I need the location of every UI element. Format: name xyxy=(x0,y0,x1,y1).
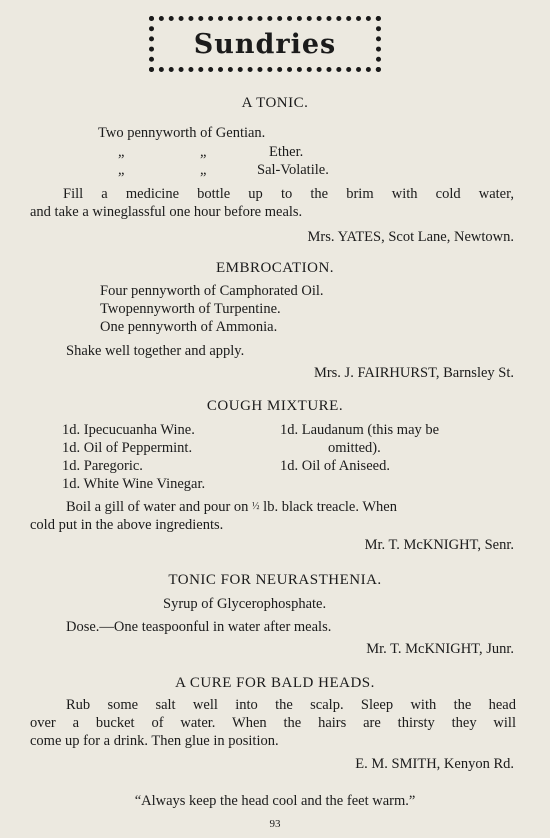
cough-mixture-heading: COUGH MIXTURE. xyxy=(206,398,344,414)
closing-motto: “Always keep the head cool and the feet warm.” xyxy=(134,793,416,809)
fraction-half: ½ xyxy=(252,501,260,512)
tonic-ingredient-ether: Ether. xyxy=(269,144,304,160)
neurasthenia-credit: Mr. T. McKNIGHT, Junr. xyxy=(366,641,514,657)
tonic-credit: Mrs. YATES, Scot Lane, Newtown. xyxy=(307,229,514,245)
section-title: Sundries xyxy=(193,28,337,60)
embrocation-credit: Mrs. J. FAIRHURST, Barnsley St. xyxy=(313,365,514,381)
ditto-mark: „ xyxy=(118,144,125,160)
ditto-mark: „ xyxy=(200,162,207,178)
section-banner xyxy=(149,16,381,72)
tonic-ingredient-sal-volatile: Sal-Volatile. xyxy=(257,162,329,178)
cough-instructions-line: cold put in the above ingredients. xyxy=(30,517,224,533)
embrocation-ingredient: One pennyworth of Ammonia. xyxy=(100,319,278,335)
embrocation-heading: EMBROCATION. xyxy=(215,260,335,276)
embrocation-ingredient: Twopennyworth of Turpentine. xyxy=(100,301,281,317)
bald-heads-heading: A CURE FOR BALD HEADS. xyxy=(175,675,375,691)
cough-ingredient-note: omitted). xyxy=(328,440,381,456)
neurasthenia-dose: Dose.—One teaspoonful in water after meals. xyxy=(66,619,332,635)
cough-ingredient: 1d. Oil of Peppermint. xyxy=(62,440,193,456)
cough-credit: Mr. T. McKNIGHT, Senr. xyxy=(364,537,514,553)
cough-ingredient: 1d. Ipecucuanha Wine. xyxy=(62,422,195,438)
cough-instructions-line: Boil a gill of water and pour on ½ lb. black treacle. When xyxy=(66,499,397,515)
tonic-instructions-line: and take a wineglassful one hour before meals. xyxy=(30,204,303,220)
cough-ingredient: 1d. White Wine Vinegar. xyxy=(62,476,206,492)
bald-heads-text-line: over a bucket of water. When the hairs are thirsty they will xyxy=(30,715,516,731)
neurasthenia-heading: TONIC FOR NEURASTHENIA. xyxy=(168,572,382,588)
tonic-heading: A TONIC. xyxy=(241,95,309,111)
page-number: 93 xyxy=(269,818,281,830)
ditto-mark: „ xyxy=(118,162,125,178)
cough-ingredient: 1d. Paregoric. xyxy=(62,458,143,474)
tonic-instructions-line: Fill a medicine bottle up to the brim with cold water, xyxy=(63,186,514,202)
embrocation-ingredient: Four pennyworth of Camphorated Oil. xyxy=(100,283,324,299)
embrocation-instructions: Shake well together and apply. xyxy=(66,343,245,359)
tonic-ingredient-gentian: Two pennyworth of Gentian. xyxy=(98,125,266,141)
bald-heads-text-line: Rub some salt well into the scalp. Sleep with the head xyxy=(66,697,516,713)
cough-ingredient: 1d. Laudanum (this may be xyxy=(280,422,440,438)
cough-ingredient: 1d. Oil of Aniseed. xyxy=(280,458,390,474)
bald-heads-credit: E. M. SMITH, Kenyon Rd. xyxy=(355,756,514,772)
bald-heads-text-line: come up for a drink. Then glue in position. xyxy=(30,733,279,749)
ditto-mark: „ xyxy=(200,144,207,160)
neurasthenia-ingredient: Syrup of Glycerophosphate. xyxy=(163,596,327,612)
